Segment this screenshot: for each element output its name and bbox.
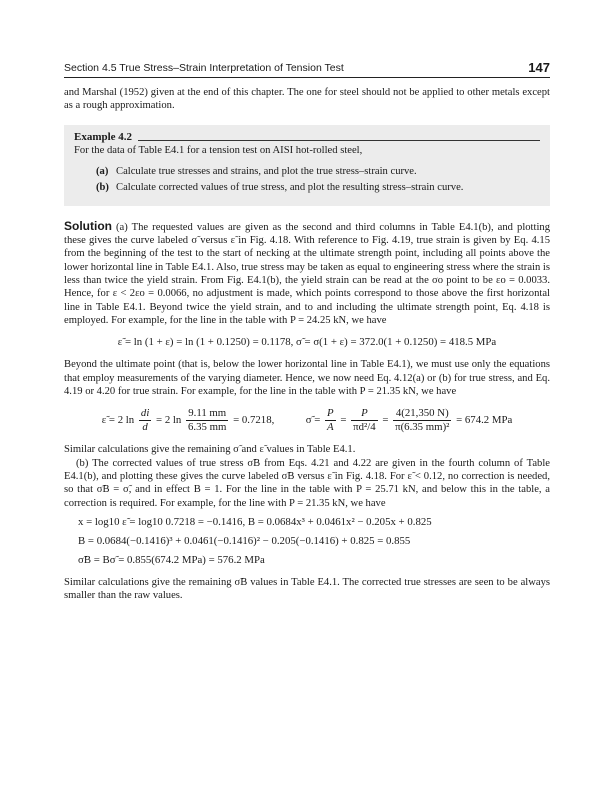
- section-title: Section 4.5 True Stress–Strain Interpretation of Tension Test: [64, 62, 344, 74]
- paragraph-final: Similar calculations give the remaining σ̃B values in Table E4.1. The corrected true stresses are seen to be always smaller than the raw values.: [64, 576, 550, 602]
- example-parts: [96, 165, 540, 195]
- example-statement: For the data of Table E4.1 for a tension test on AISI hot-rolled steel,: [74, 144, 363, 156]
- page-body: [64, 86, 550, 602]
- example-part-a: (a) Calculate true stresses and strains, and plot the true stress–strain curve.: [96, 166, 417, 178]
- example-part-b: (b) Calculate corrected values of true stress, and plot the resulting stress–strain curve.: [96, 182, 464, 194]
- paragraph-beyond-ultimate: Beyond the ultimate point (that is, below the lower horizontal line in Table E4.1), we must use only the equations that employ measurements of the varying diameter. Hence, we now need Eq. 4.12(a) or (b) for true stress, and Eq. 4.19 or 4.20 for true strain. For example, for the line in the table with P = 21.35 kN, we have: [64, 359, 550, 398]
- page-number: 147: [528, 60, 550, 75]
- solution-part-a: Solution (a) The requested values are given as the second and third columns in Table E4.1(b), and plotting these gives the curve labeled σ̃ versus ε̃ in Fig. 4.18. With reference to Fig. 4.19, true strain is given by Eq. 4.15 from the beginning of the test to the start of necking at the ultimate strength point, including all points above the lower horizontal line in Table E4.1. Also, true stress may be taken as equal to engineering stress where the strain is less than twice the yield strain. From Fig. E4.1(b), the yield strain can be read at the σo point to be εo = 0.0033. Hence, for ε < 2εo = 0.0066, no adjustment is made, which points correspond to those above the first horizontal line in Table E4.1. Beyond twice the yield strain, and to and including the ultimate strength point, Eq. 4.18 is employed. For example, for the line in the table with P = 24.25 kN, we have: [64, 218, 550, 326]
- equation-corrected-stress: σ̃B = Bσ̃ = 0.855(674.2 MPa) = 576.2 MPa: [78, 554, 265, 567]
- intro-paragraph: and Marshal (1952) given at the end of this chapter. The one for steel should not be applied to other metals except as a rough approximation.: [64, 87, 550, 112]
- header-rule: [64, 77, 550, 78]
- solution-part-b: (b) The corrected values of true stress σ̃B from Eqs. 4.21 and 4.22 are given in the fourth column of Table E4.1(b), and plotting these gives the curve labeled σ̃B versus ε̃ in Fig. 4.18. For ε̃ < 0.12, no correction is needed, so that σ̃B = σ̃, and in effect B = 1. For the line in the table with P = 25.71 kN, and below this in the table, a correction is required. For example, for the line with P = 21.35 kN, we have: [64, 457, 550, 509]
- paragraph-similar: Similar calculations give the remaining σ̃ and ε̃ values in Table E4.1.: [64, 444, 356, 456]
- equation-diameter-based: ε̃ = 2 ln $\frac{di}{d}$ = 2 ln $\frac{9.11 mm}{6.35 mm}$ = 0.7218, σ̃ = $\frac{P}{A}$ = $\frac{P}{\text{πd²/4}}$ = $\frac{4(21,350 N)}{\text{π(6.35 mm)²}}$ = 674.2 MPa: [101, 407, 513, 434]
- equation-b-value: B = 0.0684(−0.1416)³ + 0.0461(−0.1416)² − 0.205(−0.1416) + 0.825 = 0.855: [78, 535, 411, 548]
- example-box: [64, 125, 550, 206]
- equation-log-strain: x = log10 ε̃ = log10 0.7218 = −0.1416, B = 0.0684x³ + 0.0461x² − 0.205x + 0.825: [78, 515, 432, 528]
- solution-label: Solution: [64, 218, 112, 233]
- running-header: [64, 60, 550, 76]
- example-title: Example 4.2: [74, 131, 540, 144]
- equation-true-strain-stress: ε̃ = ln (1 + ε) = ln (1 + 0.1250) = 0.1178, σ̃ = σ(1 + ε) = 372.0(1 + 0.1250) = 418.5 MPa: [117, 336, 497, 349]
